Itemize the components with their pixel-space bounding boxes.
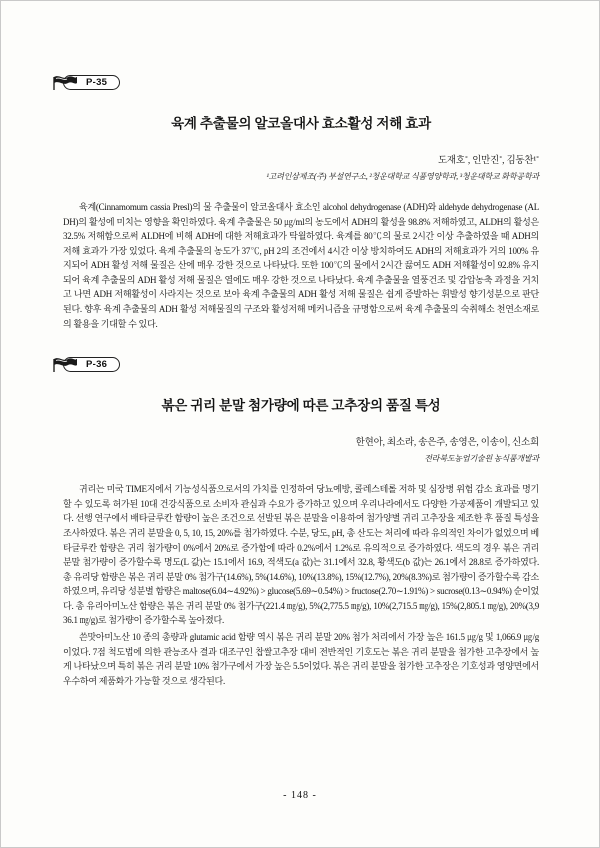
abstract-body [63,482,539,688]
page-content [63,75,539,714]
poster-number-badge [63,357,120,372]
abstract-tag-row [63,357,539,372]
affiliation-list: 전라북도농업기술원 농식품개발과 [424,454,539,464]
poster-number-badge [63,75,120,90]
abstract-paragraph: 귀리는 미국 TIME지에서 기능성식품으로서의 가치를 인정하여 당뇨예방, 콜레스테롤 저하 및 심장병 위험 감소 효과를 명기할 수 있도록 허가된 10대 건강식품으로 소비자 관심과 수요가 증가하고 있으며 우리나라에서도 다양한 가공제품이 개발되고 있다. 선행 연구에서 배타글루칸 함량이 높은 조건으로 선발된 볶은 분말을 이용하여 첨가양별 귀리 고추장을 제조한 후 품질 특성을 조사하였다. 볶은 귀리 분말을 0, 5, 10, 15, 20%를 첨가하였다. 수분, 당도, pH, 총 산도는 처리에 따라 유의적인 차이가 없었으며 베타글루칸 함량은 귀리 첨가량이 0%에서 20%로 증가함에 따라 0.2%에서 1.2%로 유의적으로 증가하였다. 색도의 경우 볶은 귀리 분말 첨가량이 증가할수록 명도(L 값)는 15.1에서 16.9, 적색도(a 값)는 31.1에서 32.8, 황색도(b 값)는 26.1에서 28.8로 증가하였다. 총 유리당 함량은 볶은 귀리 분말 0% 첨가구(14.6%), 5%(14.6%), 10%(13.8%), 15%(12.7%), 20%(8.3%)로 첨가량이 증가할수록 감소하였으며, 유리당 성분별 함량은 maltose(6.04∼4.92%) > glucose(5.69∼0.54%) > fructose(2.70∼1.91%) > sucrose(0.13∼0.94%) 순이었다. 총 유리아미노산 함량은 볶은 귀리 분말 0% 첨가구(221.4 ㎎/g), 5%(2,775.5 ㎎/g), 10%(2,715.5 ㎎/g), 15%(2,805.1 ㎎/g), 20%(3,936.1 ㎎/g)로 첨가량이 증가할수록 높아졌다. [63,484,539,626]
abstract-paragraph: 육계(Cinnamomum cassia Presl)의 물 추출물이 알코올대사 효소인 alcohol dehydrogenase (ADH)와 aldehyde dehydrogenase (ALDH)의 활성에 미치는 영향을 확인하였다. 육계 추출물은 50 ㎍/ml의 농도에서 ADH의 활성을 98.8% 저해하였고, ALDH의 활성은 32.5% 저해함으로써 ALDH에 비해 ADH에 대한 저해효과가 탁월하였다. 육계를 80℃의 물로 2시간 이상 추출하였을 때 ADH의 저해 효과가 가장 있었다. 육계 추출물의 농도가 37℃, pH 2의 조건에서 4시간 이상 방치하여도 ADH의 저해효과가 거의 100% 유지되어 ADH 활성 저해 물질은 산에 매우 강한 것으로 나타났다. 또한 100℃의 물에서 2시간 끓여도 ADH 저해활성이 92.8% 유지되어 육계 추출물의 ADH 활성 저해 물질은 열에도 매우 강한 것으로 나타났다. 육계 추출물을 열풍건조 및 감압농축 과정을 거치고 나면 ADH 저해활성이 사라지는 것으로 보아 육계 추출물의 ADH 활성 저해 물질은 쉽게 증발하는 휘발성 향기성분으로 판단된다. 향후 육계 추출물의 ADH 활성 저해물질의 구조와 활성저해 메커니즘을 규명함으로써 육계 추출물의 숙취해소 천연소재로의 활용을 기대할 수 있다. [63,202,539,329]
author-list: 도재호˚, 인만진˚, 김동찬¹˚ [437,156,539,166]
affiliation-list: ¹고려인삼제조(주) 부설연구소, ²청운대학교 식품영양학과, ³청운대학교 화학공학과 [266,172,539,181]
abstract-tag-row [63,75,539,90]
abstract-entry [63,357,539,688]
abstract-paragraph: 쓴맛아미노산 10 종의 총량과 glutamic acid 함량 역시 볶은 귀리 분말 20% 첨가 처리에서 가장 높은 161.5 ㎍/g 및 1,066.9 ㎍/g이었다. 7점 척도법에 의한 관능조사 결과 대조구인 찹쌀고추장 대비 전반적인 기호도는 볶은 귀리 분말을 첨가한 고추장에서 높게 나타났으며 특히 볶은 귀리 분말 10% 첨가구에서 가장 높은 5.5이었다. 볶은 귀리 분말을 첨가한 고추장은 기호성과 영양면에서 우수하여 제품화가 가능할 것으로 생각된다. [63,631,540,686]
poster-number-label: P-35 [86,77,108,88]
flag-icon [52,355,78,374]
author-list: 한현아, 최소라, 송은주, 송영은, 이송이, 신소희 [355,438,539,449]
page-title: 볶은 귀리 분말 첨가량에 따른 고추장의 품질 특성 [161,398,441,414]
abstract-body [63,200,539,331]
abstract-entry [63,75,539,331]
page-number: - 148 - [283,790,317,801]
poster-number-label: P-36 [86,359,108,371]
page-title: 육계 추출물의 알코올대사 효소활성 저해 효과 [171,116,431,131]
flag-icon [52,73,78,92]
